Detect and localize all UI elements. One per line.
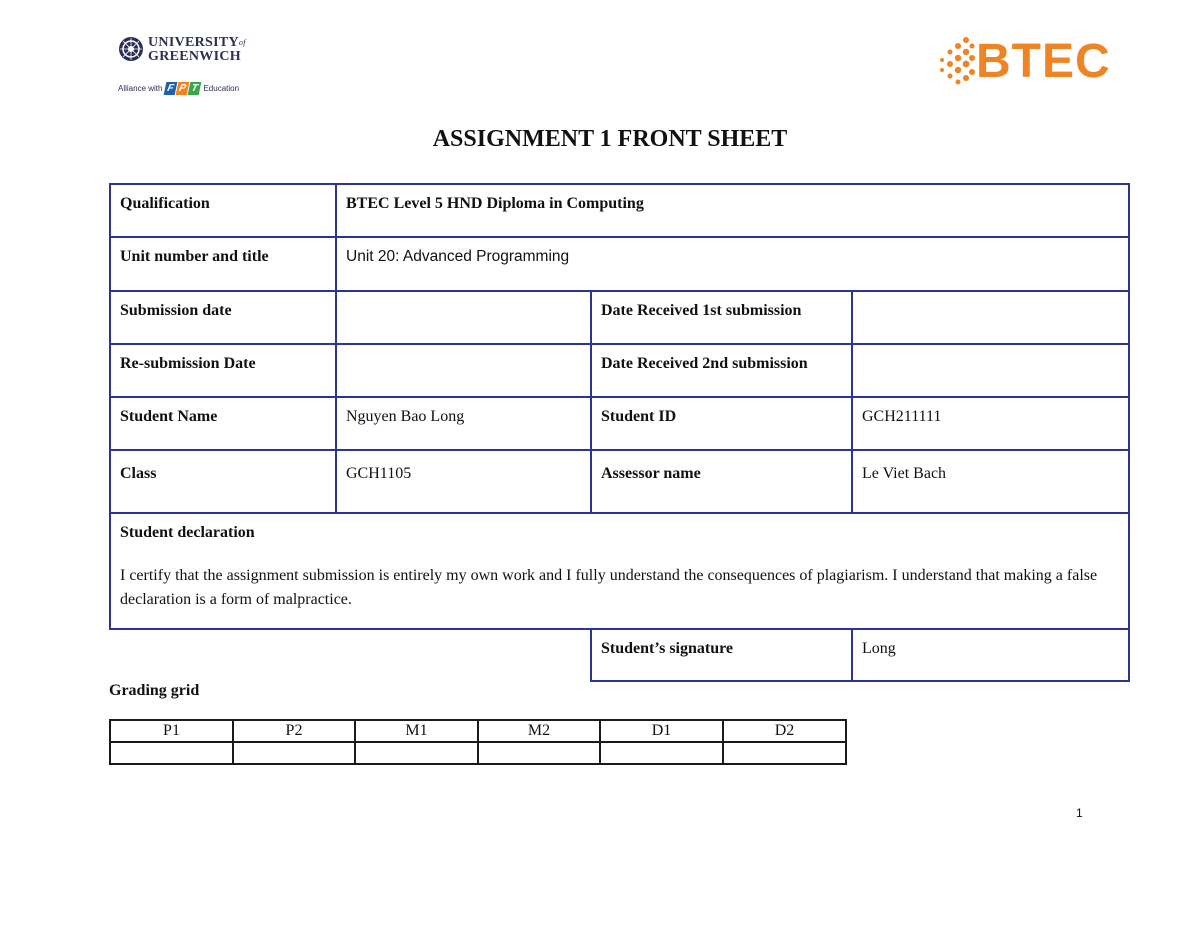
grade-header-d1: D1	[600, 720, 723, 742]
submission-date-label: Submission date	[110, 291, 336, 344]
greenwich-seal-icon	[118, 36, 144, 62]
declaration-heading: Student declaration	[120, 524, 255, 541]
student-name-row	[110, 397, 1129, 450]
grade-cell-p2[interactable]	[233, 742, 355, 764]
alliance-prefix: Alliance with	[118, 83, 163, 93]
class-label: Class	[110, 450, 336, 513]
fpt-alliance-line	[118, 80, 239, 96]
fpt-letter-p: P	[176, 82, 190, 95]
submission-date-row	[110, 291, 1129, 344]
fpt-logo	[165, 82, 200, 95]
signature-field[interactable]: Long	[852, 629, 1129, 681]
student-id-label: Student ID	[591, 397, 852, 450]
university-name-line-2: GREENWICH	[148, 49, 241, 64]
declaration-cell	[110, 513, 1129, 629]
signature-label: Student’s signature	[591, 629, 852, 681]
page-number: 1	[1076, 806, 1083, 820]
btec-logo	[936, 32, 1122, 94]
grading-header-row	[110, 720, 846, 742]
page-title: ASSIGNMENT 1 FRONT SHEET	[432, 126, 788, 152]
fpt-letter-f: F	[164, 82, 178, 95]
assessor-field[interactable]: Le Viet Bach	[852, 450, 1129, 513]
grade-header-m2: M2	[478, 720, 600, 742]
class-row	[110, 450, 1129, 513]
grade-cell-m1[interactable]	[355, 742, 478, 764]
qualification-label: Qualification	[110, 184, 336, 237]
student-name-label: Student Name	[110, 397, 336, 450]
grade-header-p1: P1	[110, 720, 233, 742]
university-name-line-1: $UNIVERSITY^{of}$	[148, 35, 246, 50]
submission-date-field[interactable]	[336, 291, 591, 344]
date-received-2-label: Date Received 2nd submission	[591, 344, 852, 397]
grading-grid-table	[109, 719, 847, 765]
date-received-1-field[interactable]	[852, 291, 1129, 344]
grade-header-p2: P2	[233, 720, 355, 742]
student-id-field[interactable]: GCH211111	[852, 397, 1129, 450]
btec-dots-icon	[936, 34, 976, 90]
unit-row	[110, 237, 1129, 291]
resubmission-date-row	[110, 344, 1129, 397]
signature-row	[110, 629, 1129, 681]
assignment-info-table	[109, 183, 1130, 682]
date-received-2-field[interactable]	[852, 344, 1129, 397]
student-name-field[interactable]: Nguyen Bao Long	[336, 397, 591, 450]
declaration-row	[110, 513, 1129, 629]
qualification-value: BTEC Level 5 HND Diploma in Computing	[336, 184, 1129, 237]
date-received-1-label: Date Received 1st submission	[591, 291, 852, 344]
grade-cell-p1[interactable]	[110, 742, 233, 764]
declaration-text: I certify that the assignment submission is entirely my own work and I fully understand the consequences of plagiarism. I understand that making a false declaration is a form of malpractice.	[120, 567, 1098, 608]
btec-wordmark: BTEC	[976, 35, 1111, 88]
grade-cell-d1[interactable]	[600, 742, 723, 764]
class-field[interactable]: GCH1105	[336, 450, 591, 513]
signature-spacer	[110, 629, 591, 681]
grade-header-m1: M1	[355, 720, 478, 742]
resubmission-date-field[interactable]	[336, 344, 591, 397]
grade-header-d2: D2	[723, 720, 846, 742]
grade-cell-d2[interactable]	[723, 742, 846, 764]
qualification-row	[110, 184, 1129, 237]
grading-grid-title: Grading grid	[109, 682, 200, 699]
grading-value-row	[110, 742, 846, 764]
alliance-suffix: Education	[203, 83, 240, 93]
assessor-label: Assessor name	[591, 450, 852, 513]
fpt-letter-t: T	[188, 82, 202, 95]
university-of-greenwich-logo	[118, 34, 258, 96]
grade-cell-m2[interactable]	[478, 742, 600, 764]
unit-value: Unit 20: Advanced Programming	[336, 237, 1129, 291]
unit-label: Unit number and title	[110, 237, 336, 291]
resubmission-date-label: Re-submission Date	[110, 344, 336, 397]
